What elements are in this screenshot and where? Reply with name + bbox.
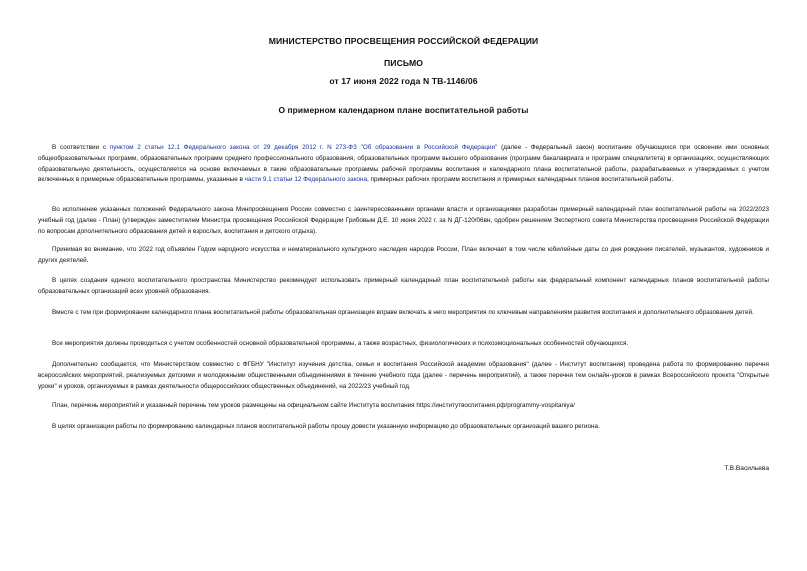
paragraph-5-text: Вместе с тем при формировании календарного плана воспитательной работы образовательная организация вправе включать в него мероприятия по ключевым направлениям развития воспитания и дополнительного образования детей.: [52, 309, 754, 316]
paragraph-6-text: Все мероприятия должны проводиться с учетом особенностей основной образовательной программы, а также возрастных, физиологических и психоэмоциональных особенностей обучающихся.: [52, 340, 629, 347]
ministry-heading: МИНИСТЕРСТВО ПРОСВЕЩЕНИЯ РОССИЙСКОЙ ФЕДЕРАЦИИ: [268, 36, 539, 46]
paragraph-9-text: В целях организации работы по формированию календарных планов воспитательной работы прошу довести указанную информацию до образовательных организаций вашего региона.: [52, 423, 600, 430]
paragraph-9: [38, 422, 769, 433]
paragraph-8-text: План, перечень мероприятий и указанный перечень тем уроков размещены на официальном сайте Института воспитания https://институтвоспитания.рф/programmy-vospitaniya/: [52, 402, 575, 409]
law-link[interactable]: пунктом 2 статьи 12.1 Федерального закона от 29 декабря 2012 г. N 273-ФЗ "Об образовании в Российской Федерации": [109, 144, 498, 151]
signature: Т.В.Васильева: [724, 465, 769, 472]
paragraph-2-text: Во исполнение указанных положений Федерального закона Минпросвещения России совместно с заинтересованными органами власти и организациями разработан примерный календарный план воспитательной работы на 2022/2023 учебный год (далее - План) (утвержден заместителем Министра просвещения Российской Федерации Грибовым Д.Е. 10 июня 2022 г. за N ДГ-120/06вн, одобрен решением Экспертного совета Министерства просвещения Российской Федерации по вопросам дополнительного образования детей и взрослых, воспитания и детского отдыха).: [38, 206, 769, 235]
paragraph-5: [38, 308, 769, 319]
paragraph-6: [38, 339, 769, 350]
paragraph-4: [38, 276, 769, 298]
paragraph-4-text: В целях создания единого воспитательного пространства Министерство рекомендует использовать примерный календарный план воспитательной работы как федеральный компонент календарных планов воспитательной работы образовательных организаций всех уровней образования.: [38, 277, 769, 295]
paragraph-3-text: Принимая во внимание, что 2022 год объявлен Годом народного искусства и нематериального культурного наследия народов России, План включает в том числе юбилейные даты со дня рождения писателей, музыкантов, художников и других деятелей.: [38, 246, 769, 264]
document-date-number: от 17 июня 2022 года N ТВ-1146/06: [329, 76, 478, 86]
document-subject: О примерном календарном плане воспитательной работы: [278, 105, 529, 115]
paragraph-1-text-c: , примерных рабочих программ воспитания и примерных календарных планов воспитательной работы.: [367, 176, 674, 184]
paragraph-7: [38, 360, 769, 392]
paragraph-8: [38, 401, 769, 412]
paragraph-7-text: Дополнительно сообщается, что Министерством совместно с ФГБНУ "Институт изучения детства, семьи и воспитания Российской академии образования" (далее - Институт воспитания) проведена работа по формированию перечня всероссийских мероприятий, реализуемых детскими и молодежными общественными объединениями в течение учебного года (далее - перечень мероприятий), а также перечня тем онлайн-уроков в рамках Всероссийского проекта "Открытые уроки" и уроков, организуемых в рамках деятельности общероссийских общественных объединений, на 2022/23 учебный год.: [38, 361, 769, 390]
paragraph-1: [38, 143, 769, 186]
paragraph-1-text-b: (далее - Федеральный закон) воспитание обучающихся при освоении ими основных общеобразовательных программ, образовательных программ среднего профессионального образования, образовательных программ высшего образования (программ бакалавриата и программ специалитета) в организациях, осуществляющих образовательную деятельность, осуществляется на основе включаемых в такие образовательные программы рабочей программы воспитания и календарного плана воспитательной работы, разрабатываемых и утверждаемых с учетом включенных в примерные образовательные программы, указанные в: [38, 144, 770, 184]
document-type: ПИСЬМО: [384, 58, 423, 68]
paragraph-1-text-a: В соответствии с: [52, 144, 110, 151]
paragraph-3: [38, 245, 769, 267]
law-article-link[interactable]: части 9.1 статьи 12 Федерального закона: [244, 176, 368, 184]
paragraph-2: [38, 205, 769, 237]
